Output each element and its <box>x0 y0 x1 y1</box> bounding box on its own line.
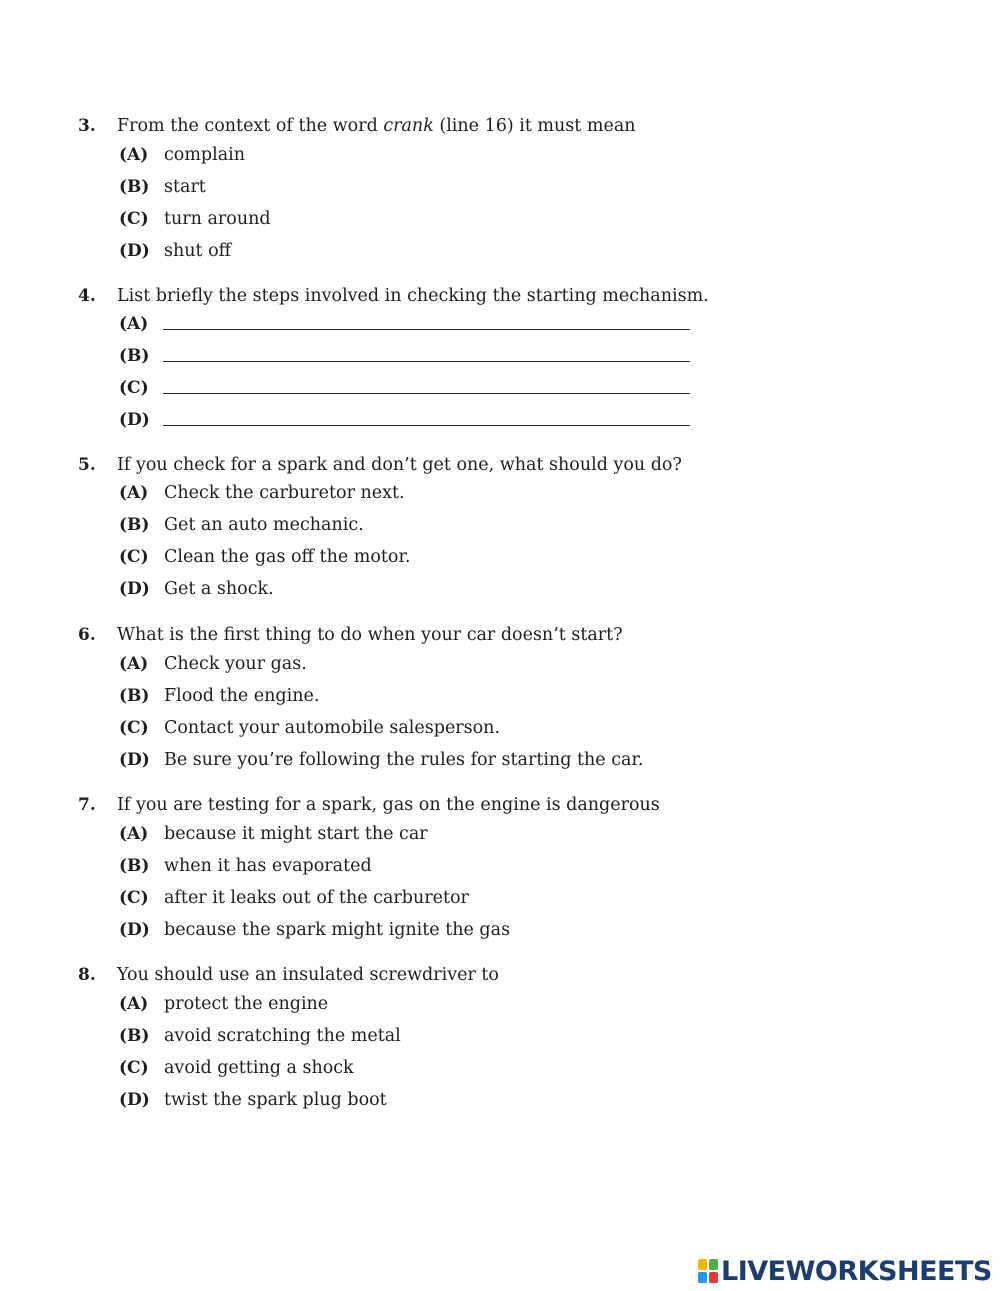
option-text: avoid getting a shock <box>164 1058 354 1078</box>
option-8c[interactable] <box>0 1057 1000 1081</box>
answer-blank[interactable] <box>163 425 690 426</box>
logo-tile-red <box>709 1272 718 1283</box>
option-letter: (D) <box>119 920 150 940</box>
answer-line-4d <box>0 409 1000 433</box>
option-8b[interactable] <box>0 1025 1000 1049</box>
option-6a[interactable] <box>0 653 1000 677</box>
option-text: complain <box>164 145 246 165</box>
option-5d[interactable] <box>0 578 1000 602</box>
option-letter: (D) <box>119 579 150 599</box>
logo-tile-yellow <box>698 1259 707 1270</box>
option-letter: (B) <box>119 177 150 197</box>
question-number: 6. <box>78 625 96 645</box>
option-text: Be sure you’re following the rules for starting the car. <box>164 750 644 770</box>
option-letter: (C) <box>119 888 149 908</box>
question-number: 3. <box>78 116 96 136</box>
liveworksheets-logo-icon <box>698 1259 718 1283</box>
option-letter: (D) <box>119 1090 150 1110</box>
option-text: Flood the engine. <box>164 686 320 706</box>
option-8d[interactable] <box>0 1089 1000 1113</box>
logo-tile-green <box>709 1259 718 1270</box>
option-letter: (B) <box>119 346 150 366</box>
option-text: Get an auto mechanic. <box>164 515 364 535</box>
option-text: avoid scratching the metal <box>164 1026 401 1046</box>
option-5a[interactable] <box>0 482 1000 506</box>
answer-blank[interactable] <box>163 361 690 362</box>
option-text: protect the engine <box>164 994 329 1014</box>
option-text: Check the carburetor next. <box>164 483 405 503</box>
answer-line-4c <box>0 377 1000 401</box>
question-text: List briefly the steps involved in checking the starting mechanism. <box>117 286 709 306</box>
option-letter: (A) <box>119 824 149 844</box>
option-letter: (C) <box>119 378 149 398</box>
option-6d[interactable] <box>0 749 1000 773</box>
question-text: If you are testing for a spark, gas on the engine is dangerous <box>117 795 660 815</box>
option-letter: (B) <box>119 1026 150 1046</box>
option-letter: (A) <box>119 483 149 503</box>
option-text: start <box>164 177 206 197</box>
option-text: shut off <box>164 241 232 261</box>
option-letter: (D) <box>119 410 150 430</box>
question-text: You should use an insulated screwdriver to <box>117 965 499 985</box>
logo-tile-blue <box>698 1272 707 1283</box>
option-letter: (B) <box>119 856 150 876</box>
answer-line-4b <box>0 345 1000 369</box>
option-6c[interactable] <box>0 717 1000 741</box>
question-number: 8. <box>78 965 96 985</box>
option-text: Check your gas. <box>164 654 307 674</box>
option-letter: (C) <box>119 547 149 567</box>
option-letter: (D) <box>119 750 150 770</box>
option-5c[interactable] <box>0 546 1000 570</box>
option-letter: (A) <box>119 314 149 334</box>
answer-line-4a <box>0 313 1000 337</box>
answer-blank[interactable] <box>163 329 690 330</box>
option-letter: (A) <box>119 654 149 674</box>
option-text: Get a shock. <box>164 579 274 599</box>
option-letter: (A) <box>119 994 149 1014</box>
option-letter: (A) <box>119 145 149 165</box>
option-text: because it might start the car <box>164 824 428 844</box>
option-text: turn around <box>164 209 271 229</box>
option-letter: (D) <box>119 241 150 261</box>
logo-text: LIVEWORKSHEETS <box>721 1255 992 1287</box>
option-text: when it has evaporated <box>164 856 372 876</box>
answer-blank[interactable] <box>163 393 690 394</box>
option-letter: (B) <box>119 686 150 706</box>
question-number: 7. <box>78 795 96 815</box>
option-text: Clean the gas off the motor. <box>164 547 411 567</box>
option-3b[interactable] <box>0 176 1000 200</box>
question-number: 4. <box>78 286 96 306</box>
option-6b[interactable] <box>0 685 1000 709</box>
option-7d[interactable] <box>0 919 1000 943</box>
option-3d[interactable] <box>0 240 1000 264</box>
liveworksheets-logo[interactable] <box>698 1254 992 1288</box>
question-text: If you check for a spark and don’t get one, what should you do? <box>117 455 682 475</box>
option-letter: (C) <box>119 1058 149 1078</box>
option-text: twist the spark plug boot <box>164 1090 387 1110</box>
question-text: From the context of the word crank (line 16) it must mean <box>117 116 636 136</box>
option-7b[interactable] <box>0 855 1000 879</box>
option-3a[interactable] <box>0 144 1000 168</box>
option-text: because the spark might ignite the gas <box>164 920 511 940</box>
question-text: What is the first thing to do when your car doesn’t start? <box>117 625 623 645</box>
option-3c[interactable] <box>0 208 1000 232</box>
question-number: 5. <box>78 455 96 475</box>
option-text: after it leaks out of the carburetor <box>164 888 469 908</box>
option-8a[interactable] <box>0 993 1000 1017</box>
option-text: Contact your automobile salesperson. <box>164 718 501 738</box>
option-letter: (C) <box>119 718 149 738</box>
emphasized-word: crank <box>383 116 434 136</box>
option-letter: (C) <box>119 209 149 229</box>
option-letter: (B) <box>119 515 150 535</box>
option-7a[interactable] <box>0 823 1000 847</box>
option-7c[interactable] <box>0 887 1000 911</box>
option-5b[interactable] <box>0 514 1000 538</box>
